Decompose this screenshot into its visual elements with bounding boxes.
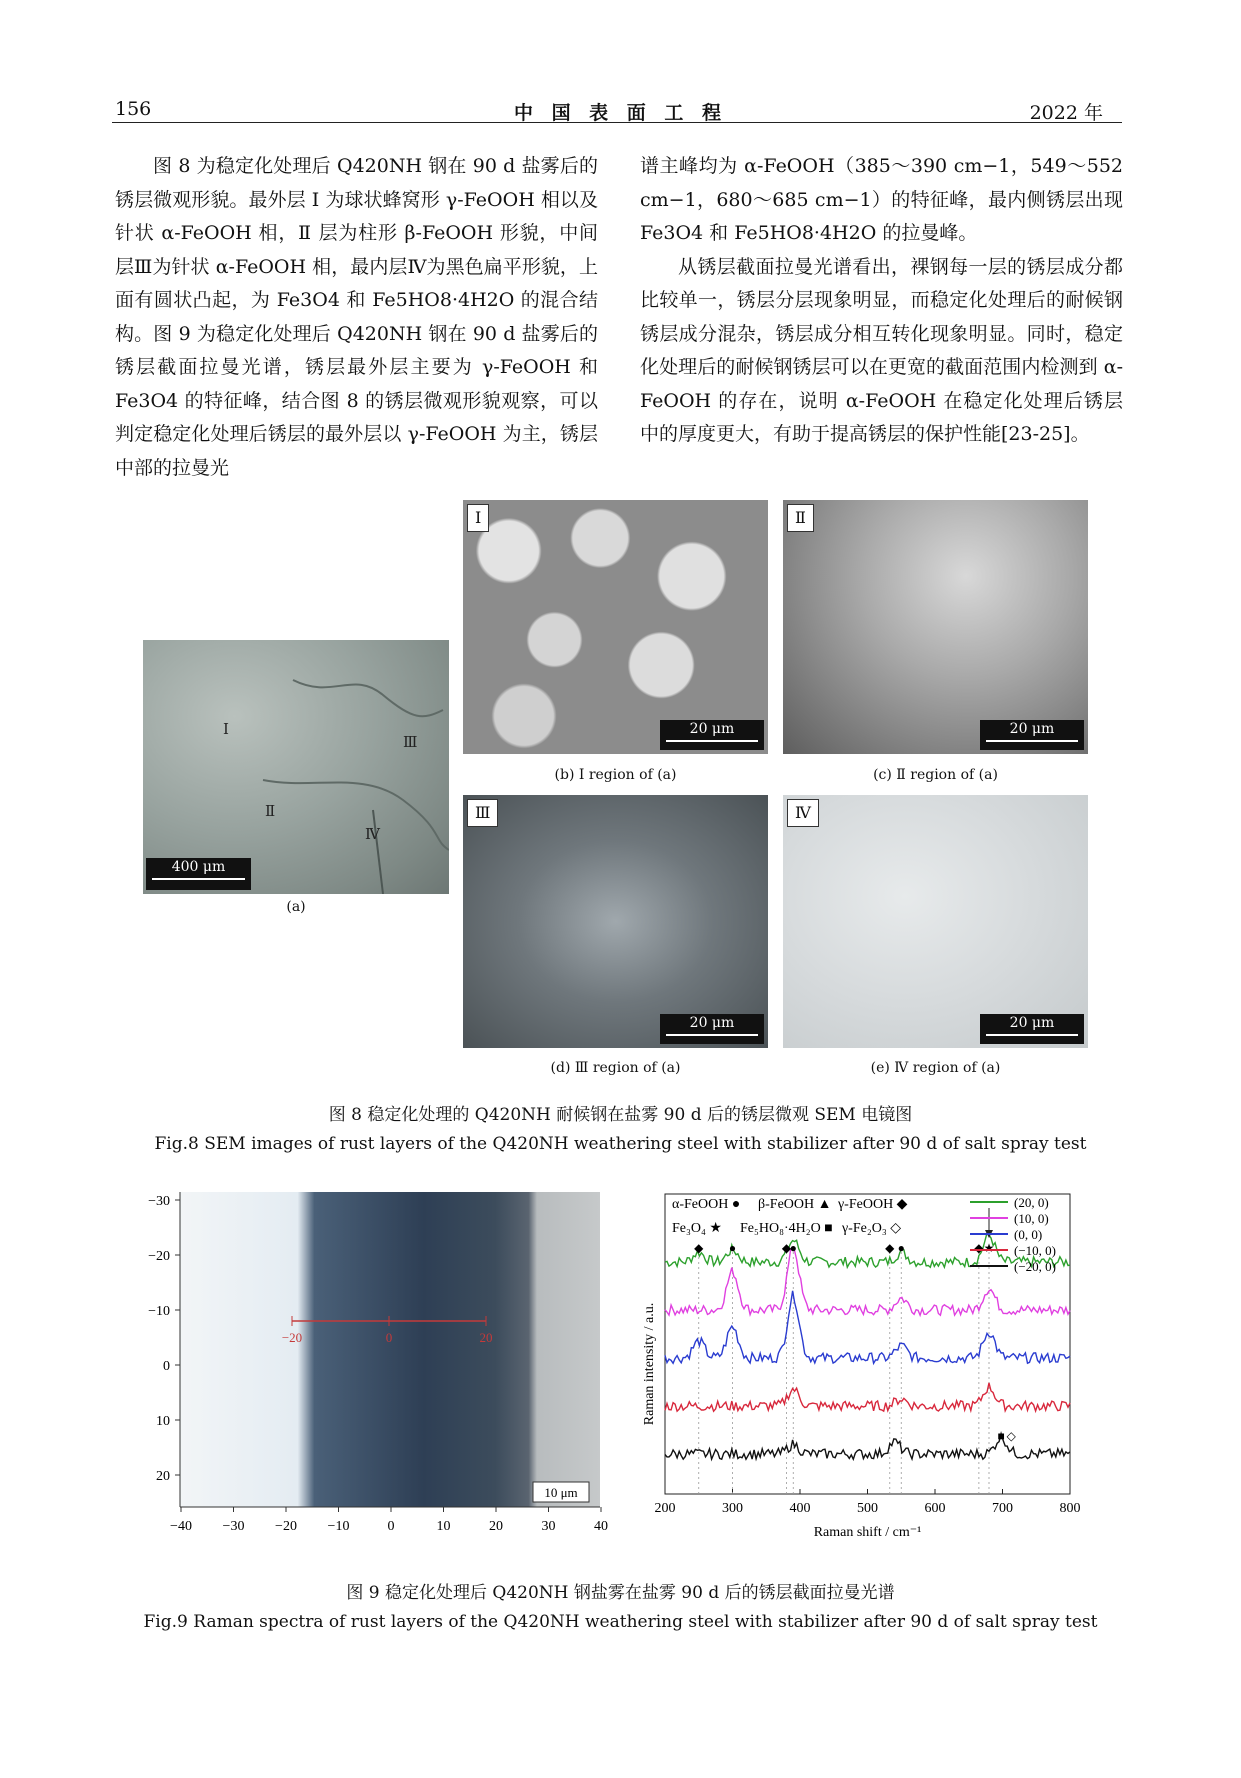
panel-tag: Ⅲ <box>467 799 498 827</box>
panel-e-caption: (e) Ⅳ region of (a) <box>870 1060 1001 1076</box>
panel-b-caption: (b) Ⅰ region of (a) <box>554 767 677 783</box>
header-rule <box>112 122 1122 123</box>
series-legend-label: (−10, 0) <box>1014 1243 1056 1258</box>
series-legend-label: (20, 0) <box>1014 1195 1049 1210</box>
x-tick-label: 40 <box>594 1519 608 1532</box>
page-number: 156 <box>115 98 152 120</box>
y-tick-label: −20 <box>148 1249 170 1264</box>
region-label-1: Ⅰ <box>223 720 229 738</box>
y-tick-label: 10 <box>156 1414 170 1429</box>
micrograph-image <box>180 1192 600 1507</box>
panel-tag: Ⅱ <box>787 504 814 532</box>
series-line <box>665 1291 1070 1364</box>
peak-marker: ● <box>728 1241 737 1255</box>
phase-legend-entry: α-FeOOH ● <box>672 1197 741 1212</box>
scale-bar: 20 μm <box>980 720 1084 750</box>
micrograph-x-ticks <box>170 1507 608 1532</box>
series-legend-label: (0, 0) <box>1014 1227 1043 1242</box>
scale-bar: 20 μm <box>660 720 764 750</box>
x-tick-label: −40 <box>170 1519 192 1532</box>
year: 2022 年 <box>1029 102 1103 124</box>
panel-tag: Ⅰ <box>467 504 489 532</box>
scale-bar: 20 μm <box>660 1014 764 1044</box>
region-label-4: Ⅳ <box>365 825 380 843</box>
scale-bar: 400 μm <box>146 858 251 890</box>
peak-marker: ◇ <box>1006 1429 1016 1443</box>
phase-legend-entry: γ-FeOOH ◆ <box>838 1197 908 1212</box>
y-tick-label: 0 <box>163 1359 170 1374</box>
panel-c-caption: (c) Ⅱ region of (a) <box>873 767 998 783</box>
x-tick-label: −10 <box>327 1519 350 1532</box>
series-legend-label: (10, 0) <box>1014 1211 1049 1226</box>
series-line <box>665 1233 1070 1267</box>
peak-marker: ◆ <box>974 1241 984 1255</box>
x-tick-label: 600 <box>924 1501 946 1516</box>
x-tick-label: 0 <box>387 1519 395 1532</box>
panel-d-caption: (d) Ⅲ region of (a) <box>550 1060 681 1076</box>
right-column <box>640 150 1123 452</box>
sem-panel-b <box>463 500 768 754</box>
peak-marker: ◆ <box>694 1241 704 1255</box>
y-tick-label: −10 <box>148 1304 170 1319</box>
peak-marker: ◆ <box>885 1241 895 1255</box>
x-tick-label: 800 <box>1059 1501 1081 1516</box>
raman-map-micrograph <box>140 1182 610 1532</box>
y-tick-label: −30 <box>148 1194 170 1209</box>
paragraph: 从锈层截面拉曼光谱看出，裸钢每一层的锈层成分都比较单一，锈层分层现象明显，而稳定化处理后的耐候钢锈层成分混杂，锈层成分相互转化现象明显。同时，稳定化处理后的耐候钢锈层可以在更宽的截面范围内检测到 α-FeOOH 的存在，说明 α-FeOOH 在稳定化处理后锈层中的厚度更大，有助于提高锈层的保护性能[23-25]。 <box>640 255 1123 445</box>
fig9-caption-en: Fig.9 Raman spectra of rust layers of the Q420NH weathering steel with stabilizer after 90 d of salt spray test <box>143 1612 1098 1632</box>
sem-panel-a <box>143 640 449 894</box>
peak-marker: ● <box>897 1241 905 1255</box>
x-axis-label: Raman shift / cm⁻¹ <box>813 1525 922 1540</box>
sem-panel-d <box>463 795 768 1048</box>
micrograph-y-ticks <box>148 1194 180 1484</box>
x-tick-label: −30 <box>222 1519 245 1532</box>
peak-marker: ● <box>789 1241 797 1255</box>
peak-marker: ◆ <box>781 1241 792 1255</box>
x-tick-label: −20 <box>275 1519 297 1532</box>
x-tick-label: 400 <box>789 1501 811 1516</box>
phase-legend-entry: β-FeOOH ▲ <box>758 1197 832 1212</box>
phase-legend-entry: γ-Fe₂O₃ ◇ <box>842 1221 901 1236</box>
scale-bar: 20 μm <box>980 1014 1084 1044</box>
phase-legend-entry: Fe₅HO₈·4H₂O ■ <box>740 1221 833 1236</box>
fig9-caption-cn: 图 9 稳定化处理后 Q420NH 钢盐雾在盐雾 90 d 后的锈层截面拉曼光谱 <box>346 1583 895 1603</box>
y-tick-label: 20 <box>156 1469 170 1484</box>
x-tick-label: 20 <box>489 1519 503 1532</box>
fig8-caption-cn: 图 8 稳定化处理的 Q420NH 耐候钢在盐雾 90 d 后的锈层微观 SEM 电镜图 <box>328 1105 913 1125</box>
peak-marker: ■ <box>997 1429 1005 1443</box>
region-label-2: Ⅱ <box>265 802 276 820</box>
panel-a-caption: (a) <box>286 899 306 915</box>
paragraph: 谱主峰均为 α-FeOOH（385～390 cm−1，549～552 cm−1，680～685 cm−1）的特征峰，最内侧锈层出现 Fe3O4 和 Fe5HO8·4H2O 的拉曼峰。 <box>640 155 1123 244</box>
x-tick-label: 700 <box>992 1501 1013 1516</box>
phase-legend-entry: Fe₃O₄ ★ <box>672 1221 722 1236</box>
x-tick-label: 30 <box>541 1519 556 1532</box>
left-column <box>115 150 598 485</box>
x-tick-label: 300 <box>722 1501 743 1516</box>
journal-title: 中 国 表 面 工 程 <box>513 102 728 124</box>
raman-spectra-chart <box>620 1182 1095 1552</box>
scan-line-label: 0 <box>385 1330 393 1345</box>
paragraph: 图 8 为稳定化处理后 Q420NH 钢在 90 d 盐雾后的锈层微观形貌。最外层 Ⅰ 为球状蜂窝形 γ-FeOOH 相以及针状 α-FeOOH 相，Ⅱ 层为柱形 β-FeOOH 形貌，中间层Ⅲ为针状 α-FeOOH 相，最内层Ⅳ为黑色扁平形貌，上面有圆状凸起，为 Fe3O4 和 Fe5HO8·4H2O 的混合结构。图 9 为稳定化处理后 Q420NH 钢在 90 d 盐雾后的锈层截面拉曼光谱，锈层最外层主要为 γ-FeOOH 和 Fe3O4 的特征峰，结合图 8 的锈层微观形貌观察，可以判定稳定化处理后锈层的最外层以 γ-FeOOH 为主，锈层中部的拉曼光 <box>115 155 598 479</box>
scan-line-label: 20 <box>479 1330 493 1345</box>
region-label-3: Ⅲ <box>403 733 418 751</box>
y-axis-label: Raman intensity / a.u. <box>642 1302 657 1426</box>
scan-line-label: −20 <box>281 1330 303 1345</box>
scale-bar-label: 10 μm <box>544 1485 578 1500</box>
x-tick-label: 10 <box>436 1519 451 1532</box>
peak-marker: ★ <box>983 1241 995 1255</box>
series-line <box>665 1383 1070 1411</box>
sem-panel-c <box>783 500 1088 754</box>
crack-lines <box>143 640 449 894</box>
x-tick-label: 500 <box>857 1501 878 1516</box>
series-legend-label: (−20, 0) <box>1014 1259 1056 1274</box>
x-tick-label: 200 <box>654 1501 676 1516</box>
panel-tag: Ⅳ <box>787 799 819 827</box>
sem-panel-e <box>783 795 1088 1048</box>
fig8-caption-en: Fig.8 SEM images of rust layers of the Q420NH weathering steel with stabilizer after 90 d of salt spray test <box>154 1134 1087 1154</box>
